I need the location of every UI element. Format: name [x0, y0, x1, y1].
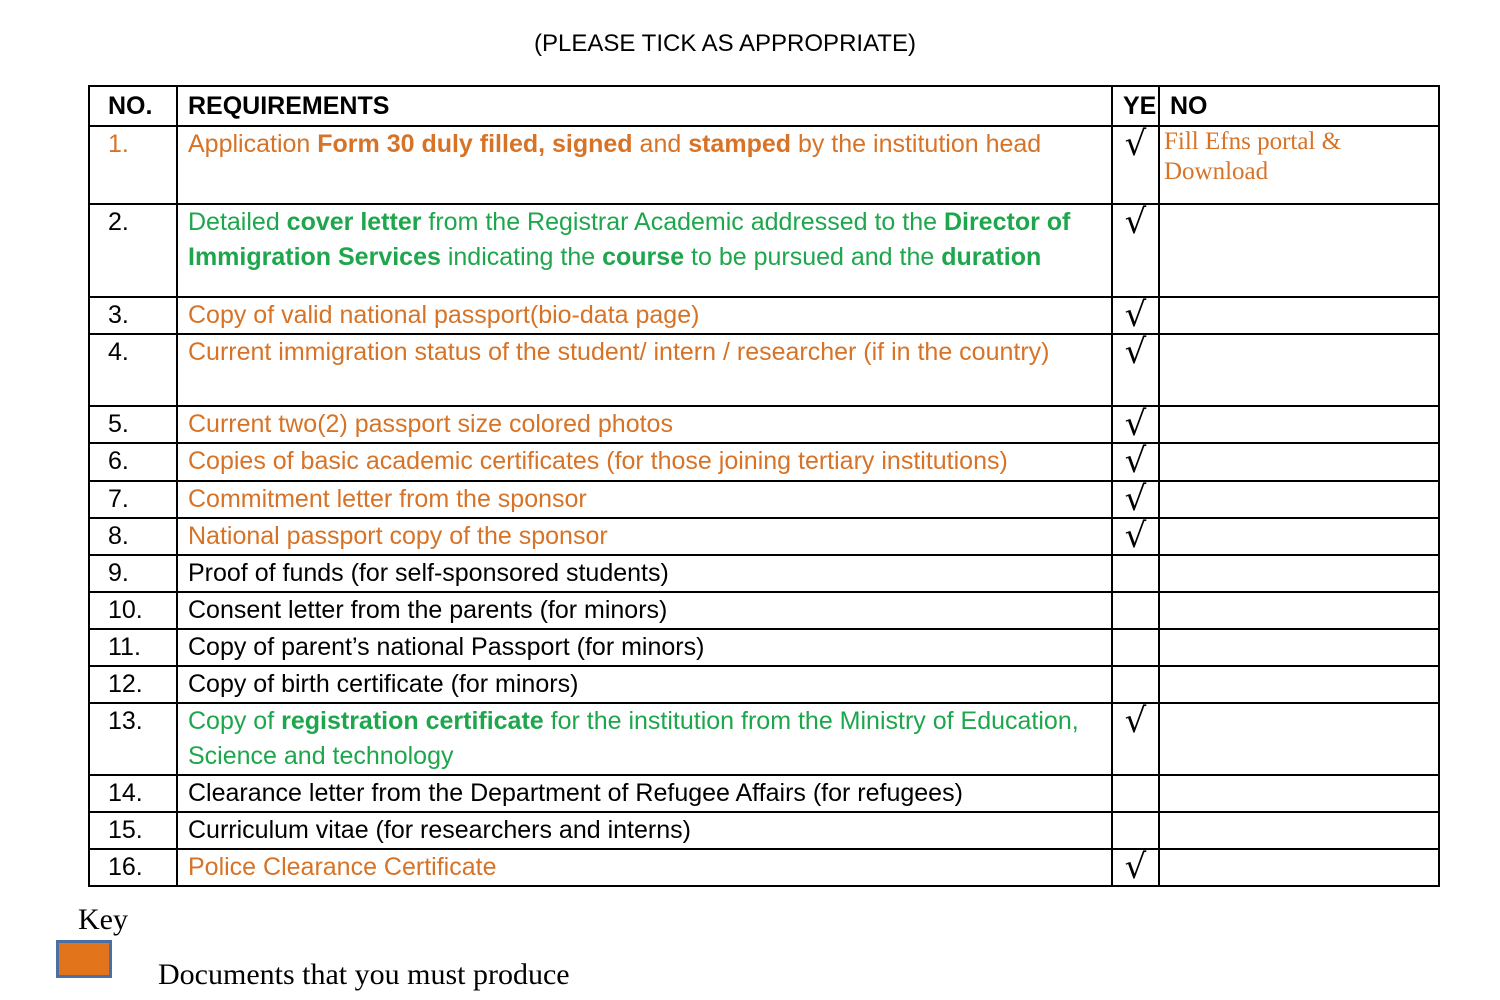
row-number: 5. — [89, 406, 177, 443]
requirement-text — [177, 518, 1112, 555]
no-column-cell[interactable] — [1159, 204, 1439, 297]
requirement-segment: Clearance letter from the Department of Refugee Affairs (for refugees) — [188, 779, 963, 807]
tick-mark-icon: √ — [1124, 443, 1147, 481]
table-row — [89, 592, 1439, 629]
requirement-segment: Consent letter from the parents (for minors) — [188, 596, 668, 624]
requirement-text — [177, 812, 1112, 849]
row-number: 1. — [89, 126, 177, 204]
no-column-cell[interactable] — [1159, 849, 1439, 886]
requirement-text — [177, 629, 1112, 666]
no-column-cell[interactable] — [1159, 629, 1439, 666]
requirement-segment: and — [632, 130, 689, 158]
tick-mark-icon: √ — [1124, 334, 1147, 372]
requirement-segment: Copies of basic academic certificates (for those joining tertiary institutions) — [188, 447, 1008, 475]
tick-mark-icon: √ — [1124, 406, 1147, 443]
requirement-segment: National passport copy of the sponsor — [188, 522, 608, 550]
requirement-segment: to be pursued and the — [684, 243, 942, 271]
key-description: Documents that you must produce — [158, 958, 570, 991]
requirement-text — [177, 775, 1112, 812]
requirement-text — [177, 406, 1112, 443]
row-number: 3. — [89, 297, 177, 334]
no-column-cell[interactable] — [1159, 406, 1439, 443]
requirement-segment: indicating the — [440, 243, 603, 271]
requirement-text — [177, 849, 1112, 886]
no-column-cell[interactable] — [1159, 518, 1439, 555]
tick-mark-icon: √ — [1124, 703, 1147, 741]
cut-off-heading — [350, 0, 1050, 4]
requirement-segment: Copy of birth certificate (for minors) — [188, 670, 579, 698]
requirement-emphasis: duration — [941, 243, 1042, 271]
requirement-emphasis: Director of Immigration Services — [188, 208, 1071, 271]
no-column-cell[interactable] — [1159, 443, 1439, 481]
requirement-segment: from the Registrar Academic addressed to the — [421, 208, 944, 236]
row-number: 10. — [89, 592, 177, 629]
yes-checkbox-cell[interactable] — [1112, 592, 1159, 629]
row-number: 7. — [89, 481, 177, 518]
no-column-cell[interactable] — [1159, 334, 1439, 406]
tick-mark-icon: √ — [1124, 849, 1147, 886]
table-row — [89, 703, 1439, 775]
requirement-segment: Copy of parent’s national Passport (for minors) — [188, 633, 705, 661]
row-number: 16. — [89, 849, 177, 886]
requirement-segment: Proof of funds (for self-sponsored students) — [188, 559, 669, 587]
row-number: 15. — [89, 812, 177, 849]
requirement-text — [177, 592, 1112, 629]
table-row — [89, 849, 1439, 886]
requirement-emphasis: cover letter — [286, 208, 422, 236]
table-row — [89, 666, 1439, 703]
yes-checkbox-cell[interactable] — [1112, 666, 1159, 703]
table-row — [89, 443, 1439, 481]
row-number: 14. — [89, 775, 177, 812]
requirement-segment: Police Clearance Certificate — [188, 853, 497, 881]
table-row — [89, 334, 1439, 406]
yes-checkbox-cell[interactable] — [1112, 849, 1159, 886]
no-column-cell[interactable] — [1159, 592, 1439, 629]
yes-checkbox-cell[interactable] — [1112, 334, 1159, 406]
no-column-cell[interactable] — [1159, 481, 1439, 518]
table-row — [89, 812, 1439, 849]
requirement-segment: Detailed — [188, 208, 287, 236]
requirement-text — [177, 334, 1112, 406]
header-requirements: REQUIREMENTS — [177, 86, 1112, 126]
requirement-text — [177, 666, 1112, 703]
requirement-text — [177, 126, 1112, 204]
no-column-cell[interactable] — [1159, 126, 1439, 204]
yes-checkbox-cell[interactable] — [1112, 406, 1159, 443]
requirement-segment: Copy of valid national passport(bio-data page) — [188, 301, 700, 329]
requirements-table — [88, 85, 1440, 887]
row-number: 8. — [89, 518, 177, 555]
requirement-segment: Current immigration status of the student/ intern / researcher (if in the country) — [188, 338, 1050, 366]
row-number: 4. — [89, 334, 177, 406]
header-no: NO. — [89, 86, 177, 126]
table-row — [89, 629, 1439, 666]
table-row — [89, 775, 1439, 812]
header-yes: YE — [1112, 86, 1159, 126]
requirement-emphasis: Form 30 duly filled, signed — [317, 130, 633, 158]
yes-checkbox-cell[interactable] — [1112, 481, 1159, 518]
requirement-segment: Commitment letter from the sponsor — [188, 485, 587, 513]
row-number: 6. — [89, 443, 177, 481]
requirement-segment: for the institution from the Ministry of Education, Science and technology — [188, 707, 1079, 770]
requirements-body — [89, 126, 1439, 886]
key-color-swatch — [56, 940, 112, 978]
yes-checkbox-cell[interactable] — [1112, 775, 1159, 812]
no-column-cell[interactable] — [1159, 666, 1439, 703]
table-header-row — [89, 86, 1439, 126]
table-row — [89, 481, 1439, 518]
yes-checkbox-cell[interactable] — [1112, 297, 1159, 334]
row-number: 12. — [89, 666, 177, 703]
requirement-segment: Current two(2) passport size colored photos — [188, 410, 673, 438]
no-column-cell[interactable] — [1159, 703, 1439, 775]
table-row — [89, 297, 1439, 334]
table-row — [89, 126, 1439, 204]
no-column-cell[interactable] — [1159, 297, 1439, 334]
yes-checkbox-cell[interactable] — [1112, 703, 1159, 775]
no-column-note: Fill Efns portal & Download — [1164, 128, 1342, 185]
tick-mark-icon: √ — [1124, 204, 1147, 242]
no-column-cell[interactable] — [1159, 555, 1439, 592]
requirement-segment: by the institution head — [791, 130, 1042, 158]
requirement-text — [177, 297, 1112, 334]
table-row — [89, 406, 1439, 443]
yes-checkbox-cell[interactable] — [1112, 555, 1159, 592]
requirement-emphasis: course — [602, 243, 685, 271]
header-no-column: NO — [1159, 86, 1439, 126]
tick-mark-icon: √ — [1124, 297, 1147, 334]
requirement-text — [177, 703, 1112, 775]
yes-checkbox-cell[interactable] — [1112, 812, 1159, 849]
requirement-text — [177, 443, 1112, 481]
yes-checkbox-cell[interactable] — [1112, 204, 1159, 297]
row-number: 13. — [89, 703, 177, 775]
requirement-segment: Copy of — [188, 707, 282, 735]
requirement-emphasis: registration certificate — [281, 707, 544, 735]
requirement-segment: Curriculum vitae (for researchers and interns) — [188, 816, 691, 844]
row-number: 9. — [89, 555, 177, 592]
tick-mark-icon: √ — [1124, 481, 1147, 518]
table-row — [89, 555, 1439, 592]
requirement-text — [177, 204, 1112, 297]
requirement-segment: Application — [188, 130, 318, 158]
row-number: 11. — [89, 629, 177, 666]
table-row — [89, 204, 1439, 297]
requirement-text — [177, 555, 1112, 592]
key-label: Key — [78, 903, 128, 936]
yes-checkbox-cell[interactable] — [1112, 443, 1159, 481]
row-number: 2. — [89, 204, 177, 297]
yes-checkbox-cell[interactable] — [1112, 126, 1159, 204]
yes-checkbox-cell[interactable] — [1112, 629, 1159, 666]
tick-mark-icon: √ — [1124, 518, 1147, 555]
requirement-text — [177, 481, 1112, 518]
no-column-cell[interactable] — [1159, 775, 1439, 812]
no-column-cell[interactable] — [1159, 812, 1439, 849]
yes-checkbox-cell[interactable] — [1112, 518, 1159, 555]
requirement-emphasis: stamped — [688, 130, 792, 158]
table-row — [89, 518, 1439, 555]
tick-mark-icon: √ — [1124, 126, 1147, 164]
tick-instruction: (PLEASE TICK AS APPROPRIATE) — [534, 30, 916, 57]
